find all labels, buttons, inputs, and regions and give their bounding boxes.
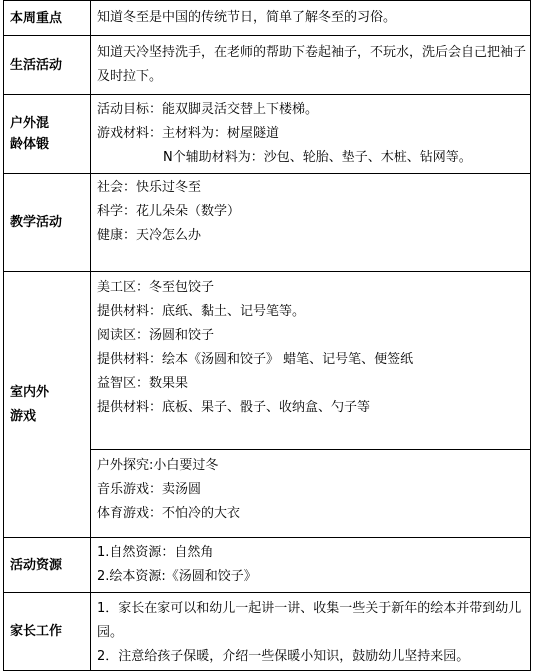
label-parent-work: 家长工作 (4, 593, 91, 671)
outdoor-aux-materials: N个辅助材料为：沙包、轮胎、垫子、木桩、钻网等。 (163, 150, 472, 165)
parent-item-2: 2．注意给孩子保暖，介绍一些保暖小知识，鼓励幼儿坚持来园。 (97, 649, 470, 664)
outdoor-label-line2: 龄体锻 (10, 137, 50, 152)
row-parent-work (4, 593, 531, 671)
resource-nature: 1.自然资源：自然角 (97, 545, 214, 560)
weekly-plan-table (3, 0, 531, 671)
content-games-indoor (91, 272, 531, 450)
content-parent-work (91, 593, 531, 671)
label-games (4, 272, 91, 538)
outdoor-materials: 游戏材料：主材料为：树屋隧道 (97, 126, 280, 141)
parent-item-1: 1．家长在家可以和幼儿一起讲一讲、收集一些关于新年的绘本并带到幼儿园。 (97, 601, 522, 640)
indoor-puzzle-materials: 提供材料：底板、果子、骰子、收纳盒、勺子等 (97, 400, 371, 415)
teaching-health: 健康：天冷怎么办 (97, 228, 202, 243)
outdoor-music-game: 音乐游戏：卖汤圆 (97, 482, 202, 497)
content-teaching-activity (91, 174, 531, 272)
indoor-art-area: 美工区：冬至包饺子 (97, 280, 215, 295)
row-activity-resources (4, 538, 531, 593)
life-text: 知道天冷坚持洗手，在老师的帮助下卷起袖子，不玩水，洗后会自己把袖子及时拉下。 (97, 45, 527, 84)
resource-picture-book: 2.绘本资源:《汤圆和饺子》 (97, 569, 257, 584)
label-life-activity: 生活活动 (4, 36, 91, 95)
label-activity-resources: 活动资源 (4, 538, 91, 593)
indoor-art-materials: 提供材料：底纸、黏土、记号笔等。 (97, 304, 306, 319)
games-label-line1: 室内外 (10, 384, 50, 400)
label-weekly-focus: 本周重点 (4, 1, 91, 36)
content-outdoor-exercise (91, 95, 531, 174)
outdoor-label-line1: 户外混 (10, 116, 50, 131)
row-outdoor-exercise (4, 95, 531, 174)
indoor-puzzle-area: 益智区：数果果 (97, 376, 189, 391)
teaching-social: 社会：快乐过冬至 (97, 180, 202, 195)
row-life-activity (4, 36, 531, 95)
indoor-reading-area: 阅读区：汤圆和饺子 (97, 328, 215, 343)
label-outdoor-exercise (4, 95, 91, 174)
indoor-reading-materials: 提供材料：绘本《汤圆和饺子》 蜡笔、记号笔、便签纸 (97, 352, 414, 367)
content-games-outdoor (91, 450, 531, 538)
games-label-line2: 游戏 (10, 408, 37, 424)
content-life-activity (91, 36, 531, 95)
label-teaching-activity: 教学活动 (4, 174, 91, 272)
content-weekly-focus (91, 1, 531, 36)
row-games-indoor (4, 272, 531, 450)
focus-text: 知道冬至是中国的传统节日，简单了解冬至的习俗。 (97, 10, 397, 25)
outdoor-goal: 活动目标：能双脚灵活交替上下楼梯。 (97, 102, 319, 117)
teaching-science: 科学：花儿朵朵（数学） (97, 204, 241, 219)
outdoor-explore: 户外探究:小白要过冬 (97, 458, 219, 473)
row-teaching-activity (4, 174, 531, 272)
content-activity-resources (91, 538, 531, 593)
outdoor-pe-game: 体育游戏：不怕冷的大衣 (97, 506, 241, 521)
row-weekly-focus (4, 1, 531, 36)
